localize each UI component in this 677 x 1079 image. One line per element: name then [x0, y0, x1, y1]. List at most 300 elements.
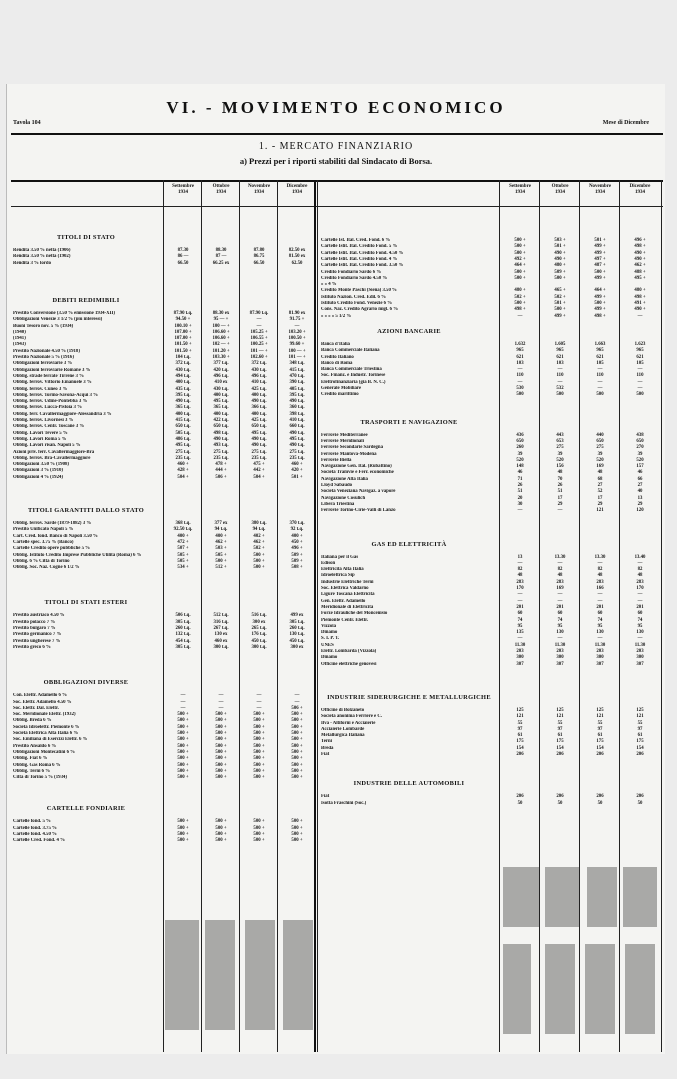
row-value: 440 — [596, 432, 604, 438]
row-value: 132 t.q. — [175, 632, 191, 638]
row-value: 390 t.q. — [289, 380, 305, 386]
left-col-rule-1 — [201, 180, 202, 1052]
row-value: 405 t.q. — [289, 386, 305, 392]
row-value: 102.60 + — [250, 355, 268, 360]
row-value: 130 — [596, 630, 604, 636]
row-value: 275 — [556, 445, 564, 451]
row-value: 97 — [597, 726, 603, 732]
row-value: 74 — [557, 617, 563, 623]
row-value: 60 — [557, 611, 563, 617]
row-value: 500 + — [514, 269, 526, 275]
row-value: 496 t.q. — [213, 373, 229, 379]
row-value: 480 + — [514, 288, 526, 294]
row-value: 499 + — [594, 250, 606, 256]
row-value: 410 t.q. — [289, 418, 305, 423]
row-value: 501 + — [291, 474, 303, 480]
row-value: 520 — [516, 457, 524, 463]
row-value: 13.40 — [634, 554, 646, 560]
row-value: — — [597, 598, 603, 604]
row-value: 275 t.q. — [251, 449, 267, 455]
row-label: Ligure Toscana Elettricità — [321, 592, 375, 598]
row-value: 110 — [556, 373, 564, 379]
row-value: 283 — [596, 579, 604, 585]
row-value: 107.00 + — [174, 329, 192, 335]
row-value: — — [256, 317, 262, 323]
col-header-line: 1934 — [515, 190, 525, 195]
row-value: 507 + — [177, 546, 189, 552]
row-value: 86.75 — [253, 254, 265, 260]
row-value: 498 + — [634, 294, 646, 300]
row-value: 206 — [516, 794, 524, 800]
row-value: 87 — — [215, 254, 227, 260]
row-value: 425 t.q. — [251, 418, 267, 423]
row-label: Obblig. Gas Roma 6 % — [13, 762, 61, 768]
row-value: 52 — [597, 489, 603, 495]
row-value: 203 — [556, 649, 564, 654]
row-value: 520 — [636, 457, 644, 463]
row-value: — — [517, 598, 523, 604]
row-value: 490 t.q. — [289, 430, 305, 436]
row-value: 488 + — [634, 269, 646, 275]
row-value: 125 — [516, 707, 524, 713]
row-value: 50 — [597, 800, 603, 806]
row-label: Obbligazioni 3 % (1910) — [13, 468, 63, 474]
row-value: 1.663 — [594, 341, 606, 347]
row-label: Credito Fondiario Sardo 4.50 % — [321, 275, 388, 281]
row-label: Cartelle Istit. Ital. Credito Fond. 5 % — [321, 244, 398, 250]
row-value: 13.30 — [554, 554, 566, 560]
row-value: 478 + — [215, 462, 227, 468]
left_sections-section-title: OBBLIGAZIONI DIVERSE — [43, 679, 129, 687]
row-value: 201 — [596, 604, 604, 610]
row-value: — — [637, 636, 643, 642]
row-value: 120 — [636, 508, 644, 514]
row-value: 203 — [516, 649, 524, 654]
row-value: 500 + — [177, 775, 189, 781]
row-value: 499 + — [554, 313, 566, 319]
row-value: 300 — [596, 655, 604, 661]
row-value: — — [256, 705, 262, 711]
row-value: 650 — [596, 438, 604, 444]
row-label: Industrie Elettriche Terni — [321, 579, 374, 585]
row-value: 504 + — [253, 474, 265, 480]
row-value: — — [218, 693, 224, 699]
row-label: Obblig. ferr. Cavallermaggiore-Alessandria 3 % — [13, 411, 112, 417]
row-value: 267 t.q. — [213, 626, 229, 631]
row-value: 82 — [557, 567, 563, 573]
row-value: 121 — [596, 508, 604, 514]
row-label: Banco di Roma — [321, 360, 353, 366]
row-label: Prestito bulgaro 7 % — [13, 626, 56, 631]
row-value: 490 + — [634, 256, 646, 262]
row-value: 500 + — [253, 565, 265, 571]
row-value: 86 — — [177, 254, 189, 260]
row-value: 175 — [636, 739, 644, 745]
row-label: Forze Idrauliche del Moncenisio — [321, 611, 388, 617]
row-value: 506 + — [215, 474, 227, 480]
row-value: 498 + — [594, 313, 606, 319]
row-value: 464 + — [514, 263, 526, 269]
row-label: Obbligazioni ferroviarie 3 % — [13, 361, 73, 367]
row-value: 101 — + — [250, 348, 268, 354]
row-label: Edison — [321, 560, 336, 566]
row-value: 498 + — [634, 244, 646, 250]
row-value: 121 — [596, 714, 604, 720]
row-label: Obblig. strade ferrate Tirrene 3 % — [13, 373, 84, 379]
row-value: 498 + — [514, 307, 526, 313]
row-value: 88.30 ex — [212, 310, 230, 316]
row-value: 500 + — [177, 749, 189, 755]
row-value: 490 t.q. — [251, 399, 267, 405]
row-label: Navigazione Cosulich — [321, 495, 366, 501]
row-value: 500 + — [514, 275, 526, 281]
row-value: 480 + — [634, 288, 646, 294]
row-label: Con. Elettr. Adamello 6 % — [13, 693, 67, 699]
row-label: Cartelle Istit. Ital. Credito Fond. 4 % — [321, 256, 398, 262]
row-value: 206 — [636, 752, 644, 757]
row-value: 965 — [556, 348, 564, 354]
row-value: 103.30 + — [212, 355, 230, 360]
row-value: 300 ex — [290, 644, 304, 650]
row-value: 60 — [517, 611, 523, 617]
row-value: 500 + — [253, 558, 265, 564]
row-value: 400 + — [291, 533, 303, 539]
row-label: Cartelle Istit. Ital. Credito Fond. 3.50 % — [321, 263, 404, 269]
row-value: 55 — [517, 720, 523, 726]
row-value: 39 — [637, 451, 643, 457]
row-value: 71 — [517, 476, 523, 482]
row-value: — — [256, 699, 262, 705]
scan-ink-blotch — [545, 944, 575, 1034]
row-value: 51 — [557, 489, 563, 495]
scan-ink-blotch — [205, 920, 235, 1030]
row-value: 372 t.q. — [175, 361, 191, 367]
row-value: 500 + — [291, 743, 303, 749]
row-value: 496 t.q. — [251, 373, 267, 379]
row-value: 87.90 t.q. — [173, 310, 193, 316]
row-value: 13 — [637, 495, 643, 501]
col-header-line: Novembre — [247, 184, 271, 189]
row-value: 965 — [636, 348, 644, 354]
row-value: 398 t.q. — [289, 411, 305, 417]
row-value: 500 + — [215, 737, 227, 743]
row-value: — — [637, 313, 643, 319]
row-value: 495 t.q. — [289, 436, 305, 442]
row-value: 275 t.q. — [289, 449, 305, 455]
row-value: 175 — [516, 739, 524, 745]
row-value: 55 — [597, 720, 603, 726]
row-value: 95 — + — [213, 317, 229, 323]
row-label: Città di Torino 5 % (1934) — [13, 775, 67, 781]
col-header-line: Settembre — [509, 184, 531, 189]
row-value: — — [218, 699, 224, 705]
row-value: — — [294, 693, 300, 699]
row-value: 621 — [556, 354, 564, 360]
row-value: 660 t.q. — [289, 424, 305, 430]
row-label: Gen. Elettr. Adamello — [321, 598, 366, 604]
row-value: 283 — [636, 579, 644, 585]
row-label: Obblig. Lavori Roma 5 % — [13, 436, 67, 442]
row-value: 201 — [516, 604, 524, 610]
row-value: 501 + — [554, 244, 566, 250]
row-value: 500 + — [177, 712, 189, 718]
row-value: 50 — [517, 800, 523, 806]
row-value: 316 t.q. — [213, 619, 229, 625]
row-value: 300 t.q. — [251, 644, 267, 650]
row-label: Credito Fondiario Sardo 6 % — [321, 269, 382, 275]
row-value: 125 — [596, 707, 604, 713]
row-value: 68 — [597, 476, 603, 482]
row-label: Isotta Fraschini (Soc.) — [321, 800, 367, 806]
row-label: Italiana per il Gas — [321, 554, 359, 560]
row-value: 81.50 ex — [288, 254, 306, 260]
scan-ink-blotch — [503, 944, 531, 1034]
scan-ink-blotch — [245, 920, 275, 1030]
row-label: Obblig. ferrov. Lucca-Pistoia 3 % — [13, 405, 82, 411]
row-value: 107.00 + — [174, 336, 192, 342]
left-col-header-3 — [279, 184, 315, 196]
row-value: 235 t.q. — [251, 455, 267, 461]
row-value: 99.60 + — [289, 342, 305, 348]
row-value: 965 — [516, 348, 524, 354]
row-label: Obbligazioni Montecatini 6 % — [13, 749, 75, 755]
row-value: 500 + — [215, 819, 227, 825]
row-value: 500 + — [177, 838, 189, 844]
row-value: 498 t.q. — [213, 430, 229, 436]
scan-ink-blotch — [283, 920, 313, 1030]
row-label: Istituto Credito Fond. Venezie 6 % — [321, 301, 393, 306]
row-value: — — [597, 367, 603, 373]
row-value: 503 + — [215, 546, 227, 552]
left-col-header-2 — [241, 184, 277, 196]
row-value: 460 ex — [214, 638, 228, 644]
row-label: Obblig. Terni 6 % — [13, 768, 51, 774]
row-label: Prestito Unificato Napoli 5 % — [13, 527, 74, 533]
row-label: Obblig. 6 % Città di Torino — [13, 558, 70, 564]
row-label: (1941) — [13, 336, 26, 342]
row-value: 499 + — [594, 294, 606, 300]
row-value: 370 t.q. — [289, 521, 305, 526]
row-value: — — [637, 367, 643, 373]
row-value: 154 — [556, 745, 564, 751]
row-value: 104 t.q. — [175, 355, 191, 360]
row-value: 400 t.q. — [251, 411, 267, 417]
row-label: Obblig. ferrov. Sarde (1879-1882) 3 % — [13, 521, 92, 526]
row-value: — — [557, 560, 563, 566]
row-value: 500 — [636, 392, 644, 398]
row-value: 500 + — [253, 832, 265, 837]
row-label: Piemonte Centr. Elettr. — [321, 617, 369, 623]
row-value: 13 — [517, 554, 523, 560]
row-value: — — [557, 508, 563, 514]
left_sections-section-title: TITOLI DI STATO — [56, 234, 115, 241]
row-value: 500 + — [215, 756, 227, 762]
row-label: Soc. Elettrica Valdarno — [321, 586, 369, 591]
row-value: — — [557, 592, 563, 598]
row-value: 500 — [596, 392, 604, 398]
row-value: 100.25 + — [250, 342, 268, 348]
row-value: 95 — [637, 623, 643, 629]
row-value: 110 — [596, 373, 604, 379]
row-value: 170 — [636, 586, 644, 591]
row-value: 500 + — [554, 307, 566, 313]
row-value: 265 t.q. — [251, 626, 267, 631]
row-label: Prestito austriaco 4.50 % — [13, 613, 65, 619]
row-label: Obblig. ferrov. Bra-Cavallermaggiore — [13, 455, 91, 461]
row-value: 235 t.q. — [175, 455, 191, 461]
row-label: Ferrovie Biella — [321, 457, 352, 463]
row-label: Società Elettrica Alta Italia 6 % — [13, 731, 79, 736]
row-value: 505 + — [215, 552, 227, 558]
left-col-rule-0 — [163, 180, 164, 1052]
row-value: 270 — [636, 445, 644, 451]
row-value: 102 — + — [212, 342, 230, 348]
row-value: 650 — [636, 438, 644, 444]
row-value: 428 + — [177, 468, 189, 474]
row-label: Cart. Cred. fond. Banco di Napoli 3.50 % — [13, 533, 98, 539]
row-value: 235 t.q. — [289, 455, 305, 461]
right-col-rule-2 — [579, 180, 580, 1052]
left-col-rule-2 — [239, 180, 240, 1052]
row-value: 500 — [556, 392, 564, 398]
table-label: Tavola 104 — [13, 120, 41, 126]
row-value: — — [294, 699, 300, 705]
left_sections-section-title: DEBITI REDIMIBILI — [52, 296, 120, 304]
row-value: 500 + — [291, 724, 303, 730]
row-value: 500 + — [291, 731, 303, 736]
row-value: 502 + — [514, 294, 526, 300]
row-value: 500 + — [177, 819, 189, 825]
row-value: 100.50 + — [288, 336, 306, 342]
right-col-header-3 — [621, 184, 659, 196]
row-value: 203 — [636, 649, 644, 654]
row-label: Obblig. Breda 6 % — [13, 718, 52, 724]
row-value: 650 t.q. — [175, 424, 191, 430]
row-value: 148 — [516, 464, 524, 470]
row-value: 82 — [637, 567, 643, 573]
row-value: 307 — [636, 661, 644, 667]
row-value: — — [517, 560, 523, 566]
row-value: 105 — [596, 360, 604, 366]
row-label: Obblig. Fiat 6 % — [13, 756, 48, 762]
row-label: Cartelle Ist. Ital. Cred. Fond. 6 % — [321, 238, 391, 243]
row-value: 436 — [516, 432, 524, 438]
row-value: — — [557, 598, 563, 604]
row-value: 94 t.q. — [214, 527, 228, 533]
row-label: Obbligazioni ferroviarie Romane 3 % — [13, 367, 91, 373]
row-value: 11.30 — [594, 642, 606, 648]
row-value: 653 — [556, 438, 564, 444]
row-value: 490 t.q. — [213, 436, 229, 442]
row-value: 101.50 + — [174, 342, 192, 348]
row-value: — — [597, 386, 603, 391]
row-label: Istituto Nazion. Cred. Edil. 6 % — [321, 294, 386, 300]
row-value: 360 t.q. — [289, 405, 305, 411]
row-value: 505 + — [177, 558, 189, 564]
row-value: 496 + — [291, 546, 303, 552]
row-value: 283 — [516, 579, 524, 585]
row-value: 300 — [556, 655, 564, 661]
row-value: 105.25 + — [250, 329, 268, 335]
row-value: 490 + — [634, 307, 646, 313]
row-label: Credito marittimo — [321, 392, 359, 398]
left_sections-section-title: CARTELLE FONDIARIE — [46, 805, 126, 813]
row-label: Fiat — [321, 794, 330, 800]
col-header-line: 1934 — [595, 190, 605, 195]
row-value: — — [557, 636, 563, 642]
row-value: 650 t.q. — [251, 424, 267, 430]
row-value: 450 t.q. — [251, 638, 267, 644]
row-value: 380 t.q. — [251, 521, 267, 526]
row-value: 121 — [516, 714, 524, 720]
row-value: 30 — [517, 501, 523, 507]
row-value: 965 — [596, 348, 604, 354]
row-value: 500 + — [291, 838, 303, 844]
scan-ink-blotch — [587, 867, 617, 927]
right_sections-section-title: TRASPORTI E NAVIGAZIONE — [360, 418, 458, 426]
row-value: 500 + — [291, 832, 303, 837]
row-label: Credito Monte Paschi (Siena) 3.50 % — [321, 288, 397, 294]
row-value: 87.30 — [177, 248, 189, 253]
row-label: Obblig. ferrov. Centr. Toscane 3 % — [13, 424, 85, 430]
row-label: Rendita 3 % lordo — [13, 260, 51, 266]
row-value: 500 + — [253, 819, 265, 825]
row-value: 29 — [597, 501, 603, 507]
row-value: 170 — [516, 586, 524, 591]
row-value: 500 + — [253, 718, 265, 724]
row-value: 490 t.q. — [251, 443, 267, 449]
row-value: 425 t.q. — [251, 386, 267, 392]
row-value: 497 + — [594, 256, 606, 262]
row-value: 61 — [637, 733, 643, 739]
row-value: 300 — [516, 655, 524, 661]
col-header-line: 1934 — [292, 190, 302, 195]
row-label: Prestito Nazionale 4.50 % (1918) — [13, 348, 80, 354]
row-value: 94 t.q. — [252, 527, 266, 533]
row-value: 516 t.q. — [251, 613, 267, 619]
row-value: 103.20 + — [288, 329, 306, 335]
row-value: 365 t.q. — [175, 405, 191, 411]
row-value: 82 — [597, 567, 603, 573]
row-value: 201 — [636, 604, 644, 610]
row-label: S. I. P. T. — [321, 636, 340, 642]
scan-ink-blotch — [503, 867, 539, 927]
row-value: 500 + — [594, 301, 606, 306]
row-label: Cartelle fond. 5 % — [13, 819, 51, 825]
row-value: 130 — [556, 630, 564, 636]
row-value: 495 + — [634, 275, 646, 281]
row-value: 490 + — [554, 256, 566, 262]
row-value: 500 + — [215, 712, 227, 718]
row-value: 154 — [596, 745, 604, 751]
row-value: 500 + — [177, 768, 189, 774]
row-value: — — [517, 367, 523, 373]
row-value: 500 + — [253, 724, 265, 730]
row-value: 650 — [516, 438, 524, 444]
row-value: 175 — [596, 739, 604, 745]
row-value: 130 — [636, 630, 644, 636]
row-label: Obblig. ferrov. Livornesi 3 % — [13, 418, 74, 423]
row-value: 106.55 + — [250, 336, 268, 342]
row-value: 430 t.q. — [213, 386, 229, 392]
row-value: 300 — [636, 655, 644, 661]
row-label: Navigazione Gen. Ital. (Rubattino) — [321, 464, 392, 470]
row-label: Dinamo — [321, 655, 338, 661]
col-header-line: Ottobre — [212, 184, 230, 189]
row-value: 260 — [516, 445, 524, 451]
row-value: 39 — [557, 451, 563, 457]
row-label: Obbligazioni Venezie 3 1/2 % (più interessi) — [13, 317, 103, 323]
